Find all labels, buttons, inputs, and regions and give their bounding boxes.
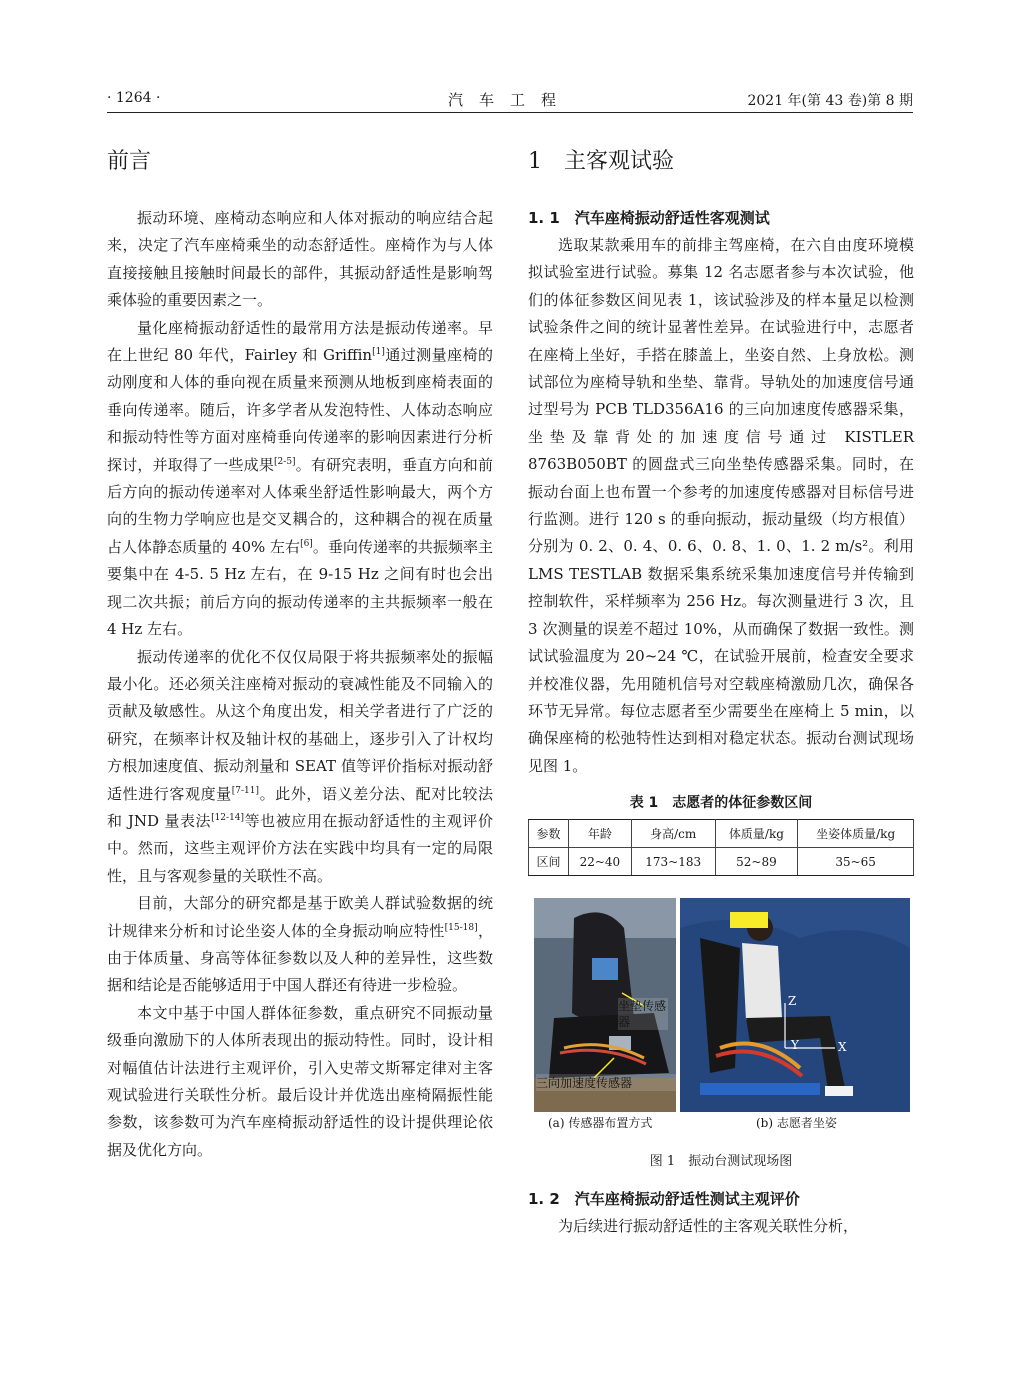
subfigure-label-b: (b) 志愿者坐姿 — [756, 1116, 837, 1131]
volunteer-parameter-table — [528, 819, 914, 876]
table-header-cell: 体质量/kg — [715, 820, 798, 848]
figure-caption: 图 1 振动台测试现场图 — [649, 1154, 793, 1170]
paragraph: 本文中基于中国人群体征参数，重点研究不同振动量级垂向激励下的人体所表现出的振动特性。同时，设计相对幅值估计法进行主观评价，引入史蒂文斯幂定律对主客观试验进行关联性分析。最后设计并优选出座椅隔振性能参数，该参数可为汽车座椅振动舒适性的设计提供理论依据及优化方向。 — [107, 1003, 493, 1159]
page-number: · 1264 · — [107, 90, 161, 106]
photo-volunteer-posture — [680, 898, 910, 1112]
paragraph: 量化座椅振动舒适性的最常用方法是振动传递率。早在上世纪 80 年代，Fairley 和 Griffin[1]通过测量座椅的动刚度和人体的垂向视在质量来预测从地板到座椅表面的垂向传递率。随后，许多学者从发泡特性、人体动态响应和振动特性等方面对座椅垂向传递率的影响因素进行分析探讨，并取得了一些成果[2-5]。有研究表明，垂直方向和前后方向的振动传递率对人体乘坐舒适性影响最大，两个方向的生物力学响应也是交叉耦合的，这种耦合的视在质量占人体静态质量的 40% 左右[6]。垂向传递率的共振频率主要集中在 4-5. 5 Hz 左右，在 9-15 Hz 之间有时也会出现二次共振；前后方向的振动传递率的主共振频率一般在 4 Hz 左右。 — [107, 318, 493, 639]
left-column — [107, 146, 493, 1164]
table-header-cell: 坐姿体质量/kg — [798, 820, 914, 848]
table-cell: 173~183 — [631, 848, 715, 876]
figure-1 — [528, 898, 914, 1138]
paragraph: 振动环境、座椅动态响应和人体对振动的响应结合起来，决定了汽车座椅乘坐的动态舒适性。座椅作为与人体直接接触且接触时间最长的部件，其振动舒适性是影响驾乘体验的重要因素之一。 — [107, 209, 493, 310]
table-header-cell: 身高/cm — [631, 820, 715, 848]
issue-info: 2021 年(第 43 卷)第 8 期 — [747, 93, 913, 109]
journal-title: 汽车工程 — [447, 91, 572, 109]
table-row — [529, 848, 914, 876]
seat-sensor-annotation: 坐垫传感器 — [618, 999, 667, 1030]
table-header-cell: 年龄 — [568, 820, 631, 848]
axis-x-label: X — [838, 1040, 847, 1055]
citation[interactable]: [2-5] — [274, 456, 296, 467]
subsection-heading-1-2: 1. 2 汽车座椅振动舒适性测试主观评价 — [528, 1190, 800, 1209]
paragraph: 选取某款乘用车的前排主驾座椅，在六自由度环境模拟试验室进行试验。募集 12 名志愿者参与本次试验，他们的体征参数区间见表 1，该试验涉及的样本量足以检测试验条件之间的统计显著性差异。在试验进行中，志愿者在座椅上坐好，手搭在膝盖上，坐姿自然、上身放松。测试部位为座椅导轨和坐垫、靠背。导轨处的加速度信号通过型号为 PCB TLD356A16 的三向加速度传感器采集，坐垫及靠背处的加速度信号通过 KISTLER 8763B050BT 的圆盘式三向坐垫传感器采集。同时，在振动台面上也布置一个参考的加速度传感器对目标信号进行监测。进行 120 s 的垂向振动，振动量级（均方根值）分别为 0. 2、0. 4、0. 6、0. 8、1. 0、1. 2 m/s²。利用 LMS TESTLAB 数据采集系统采集加速度信号并传输到控制软件，采样频率为 256 Hz。每次测量进行 3 次，且 3 次测量的误差不超过 10%，从而确保了数据一致性。测试试验温度为 20~24 ℃，在试验开展前，检查安全要求并校准仪器，先用随机信号对空载座椅激励几次，确保各环节无异常。每位志愿者至少需要坐在座椅上 5 min，以确保座椅的松弛特性达到相对稳定状态。振动台测试现场见图 1。 — [528, 236, 914, 775]
citation[interactable]: [6] — [300, 538, 313, 549]
paragraph: 目前，大部分的研究都是基于欧美人群试验数据的统计规律来分析和讨论坐姿人体的全身振动响应特性[15-18]，由于体质量、身高等体征参数以及人种的差异性，这些数据和结论是否能够适用于中国人群还有待进一步检验。 — [107, 894, 493, 995]
subfigure-label-a: (a) 传感器布置方式 — [548, 1116, 653, 1131]
table-header-row — [529, 820, 914, 848]
axis-z-label: Z — [788, 994, 797, 1009]
paragraph: 为后续进行振动舒适性的主客观关联性分析， — [558, 1217, 859, 1236]
table-cell: 区间 — [529, 848, 569, 876]
table-cell: 22~40 — [568, 848, 631, 876]
table-caption: 表 1 志愿者的体征参数区间 — [629, 795, 813, 812]
redaction-box — [730, 912, 768, 928]
triaxial-sensor-annotation: 三向加速度传感器 — [536, 1074, 676, 1091]
photo-sensor-layout — [534, 898, 676, 1112]
citation[interactable]: [12-14] — [211, 812, 245, 823]
table-cell: 35~65 — [798, 848, 914, 876]
citation[interactable]: [1] — [372, 347, 385, 358]
citation[interactable]: [7-11] — [231, 785, 260, 796]
table-cell: 52~89 — [715, 848, 798, 876]
table-header-cell: 参数 — [529, 820, 569, 848]
citation[interactable]: [15-18] — [444, 922, 478, 933]
header-rule — [107, 112, 913, 113]
axis-y-label: Y — [791, 1038, 799, 1053]
section-heading-1: 1 主客观试验 — [528, 149, 674, 174]
paragraph: 振动传递率的优化不仅仅局限于将共振频率处的振幅最小化。还必须关注座椅对振动的衰减性能及不同输入的贡献及敏感性。从这个角度出发，相关学者进行了广泛的研究，在频率计权及轴计权的基础上，逐步引入了计权均方根加速度值、振动剂量和 SEAT 值等评价指标对振动舒适性进行客观度量[7-11]。此外，语义差分法、配对比较法和 JND 量表法[12-14]等也被应用在振动舒适性的主观评价中。然而，这些主观评价方法在实践中均具有一定的局限性，且与客观参量的关联性不高。 — [107, 647, 493, 885]
page-header — [107, 88, 913, 110]
subsection-heading-1-1: 1. 1 汽车座椅振动舒适性客观测试 — [528, 209, 770, 227]
right-column — [528, 146, 914, 1241]
section-heading-preface: 前言 — [107, 149, 152, 174]
